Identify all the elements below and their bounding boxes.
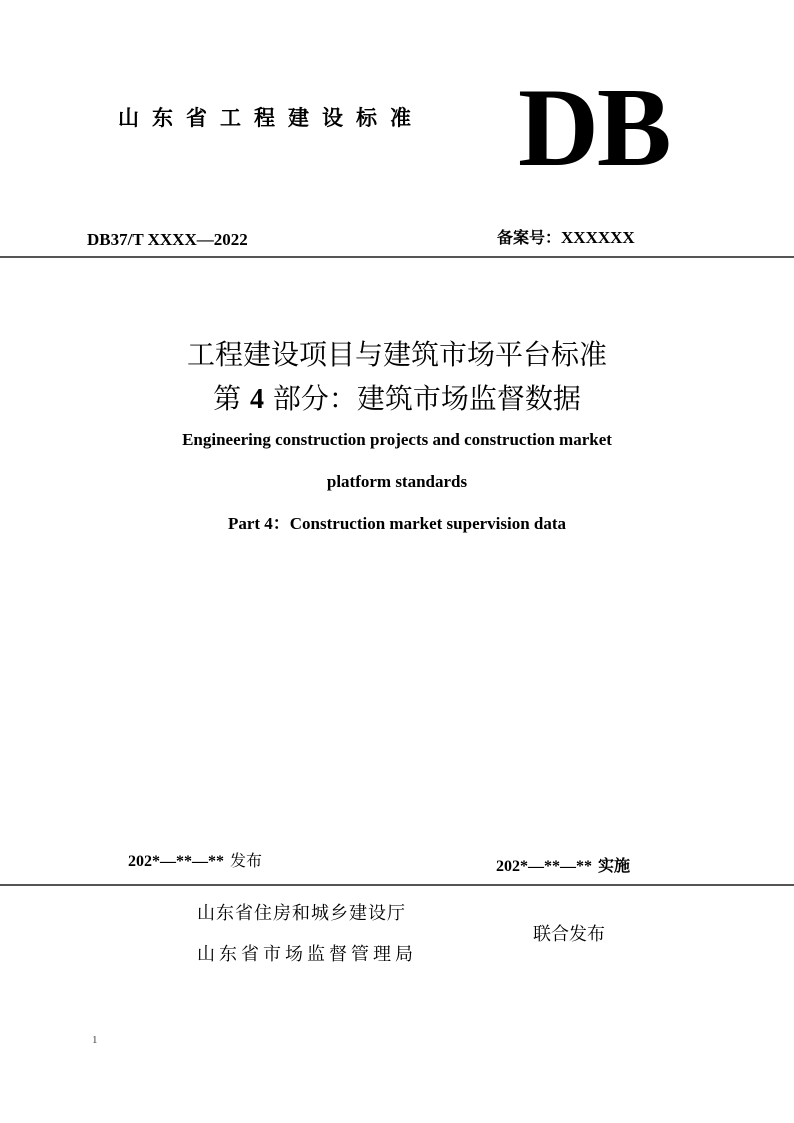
publish-date [128,850,262,873]
db-logo: DB [518,66,670,190]
title-chinese-line-2 [0,381,794,418]
title-part-suffix: 部分：建筑市场监督数据 [272,382,581,415]
title-part-prefix: 第 [213,382,242,415]
title-english-line-3: Part 4：Construction market supervision data [227,514,567,533]
filing-label: 备案号： [497,228,562,247]
publish-label: 发布 [230,851,263,870]
title-chinese-line-1: 工程建设项目与建筑市场平台标准 [186,338,607,371]
issuer-market-supervision-bureau: 山东省市场监督管理局 [197,944,417,965]
implementation-date [496,855,630,878]
title-english-line-1: Engineering construction projects and construction market [182,430,612,449]
standard-number: DB37/T XXXX—2022 [87,230,248,249]
implementation-label: 实施 [598,856,631,875]
filing-number [497,227,635,249]
standard-organization-title: 山东省工程建设标准 [118,106,424,130]
issuer-housing-department: 山东省住房和城乡建设厅 [197,903,406,924]
publish-date-value: 202*—**—** [128,853,224,870]
title-part-number: 4 [250,384,264,415]
title-english-line-2: platform standards [326,472,468,491]
page-number: 1 [92,1034,98,1046]
joint-issue-label: 联合发布 [533,924,605,945]
implementation-date-value: 202*—**—** [496,858,592,875]
filing-value: XXXXXX [561,228,635,247]
footer-divider [0,884,794,886]
header-divider [0,256,794,258]
